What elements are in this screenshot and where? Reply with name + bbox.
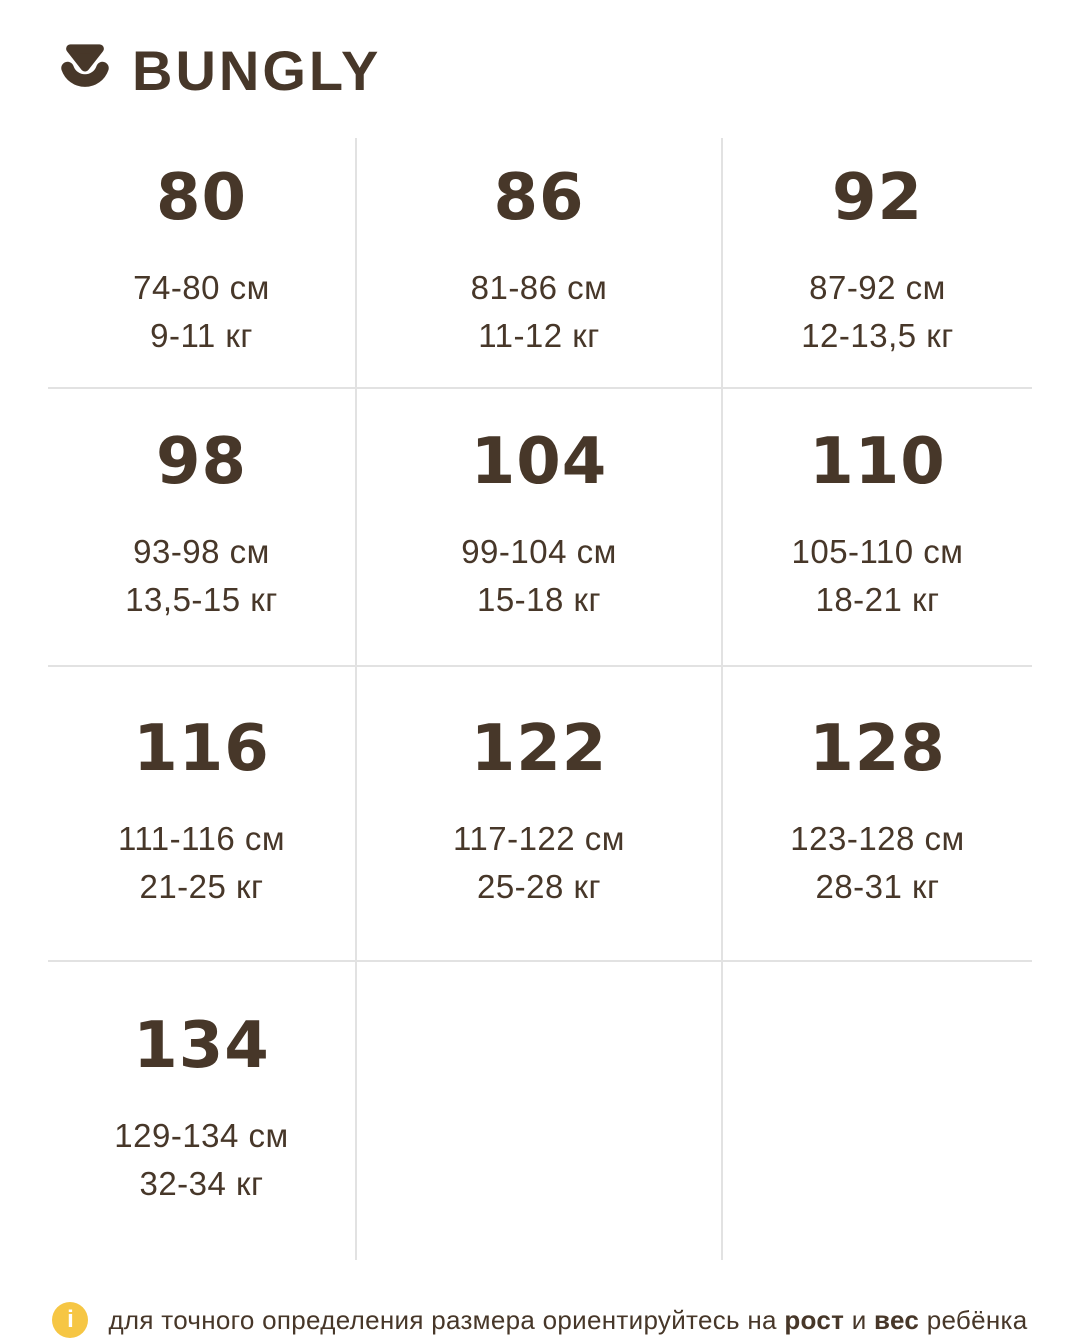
height-range: 105-110 см: [791, 533, 964, 570]
size-cell-134: [48, 962, 357, 1260]
size-value: 116: [133, 711, 270, 786]
height-range: 117-122 см: [452, 819, 625, 857]
size-cell-122: [357, 667, 723, 962]
footer-text: [108, 1305, 1027, 1336]
size-cell-86: [357, 138, 723, 389]
height-range: 99-104 см: [461, 533, 617, 570]
size-cell-104: [357, 389, 723, 667]
footer-text-after: ребёнка: [926, 1304, 1028, 1335]
size-value: 128: [809, 711, 946, 786]
size-value: 134: [133, 1009, 270, 1083]
footer-conjunction: и: [851, 1304, 867, 1335]
info-icon: i: [52, 1302, 88, 1338]
height-range: 129-134 см: [114, 1117, 289, 1154]
weight-range: 12-13,5 кг: [801, 316, 954, 354]
height-range: 74-80 см: [133, 268, 270, 306]
size-value: 92: [831, 160, 924, 235]
brand-name: BUNGLY: [132, 39, 382, 102]
size-value: 98: [155, 425, 248, 499]
footer-bold-ves: вес: [874, 1304, 920, 1335]
height-range: 111-116 см: [117, 819, 286, 857]
size-cell-98: [48, 389, 357, 667]
size-value: 80: [155, 160, 248, 235]
smile-logo-icon: [54, 40, 116, 102]
brand-header: [54, 40, 381, 102]
weight-range: 15-18 кг: [476, 581, 602, 618]
weight-range: 11-12 кг: [478, 316, 600, 354]
size-cell-116: [48, 667, 357, 962]
height-range: 87-92 см: [809, 268, 946, 306]
weight-range: 9-11 кг: [150, 316, 253, 354]
size-grid: [48, 138, 1032, 1260]
size-cell-92: [723, 138, 1032, 389]
size-cell-80: [48, 138, 357, 389]
weight-range: 25-28 кг: [476, 867, 602, 905]
size-value: 86: [493, 160, 585, 235]
empty-cell: [723, 962, 1032, 1260]
weight-range: 32-34 кг: [139, 1165, 264, 1202]
size-value: 122: [470, 711, 608, 786]
size-cell-110: [723, 389, 1032, 667]
weight-range: 18-21 кг: [815, 581, 940, 618]
height-range: 123-128 см: [790, 819, 965, 857]
height-range: 81-86 см: [470, 268, 608, 306]
size-cell-128: [723, 667, 1032, 962]
height-range: 93-98 см: [133, 533, 270, 570]
weight-range: 13,5-15 кг: [125, 581, 278, 618]
footer-text-before: для точного определения размера ориентируйтесь на: [108, 1304, 777, 1335]
weight-range: 21-25 кг: [139, 867, 264, 905]
footer-bold-rost: рост: [784, 1304, 845, 1335]
weight-range: 28-31 кг: [815, 867, 940, 905]
footer-note: [0, 1302, 1080, 1338]
empty-cell: [357, 962, 723, 1260]
size-value: 104: [470, 425, 608, 499]
size-value: 110: [809, 425, 946, 499]
